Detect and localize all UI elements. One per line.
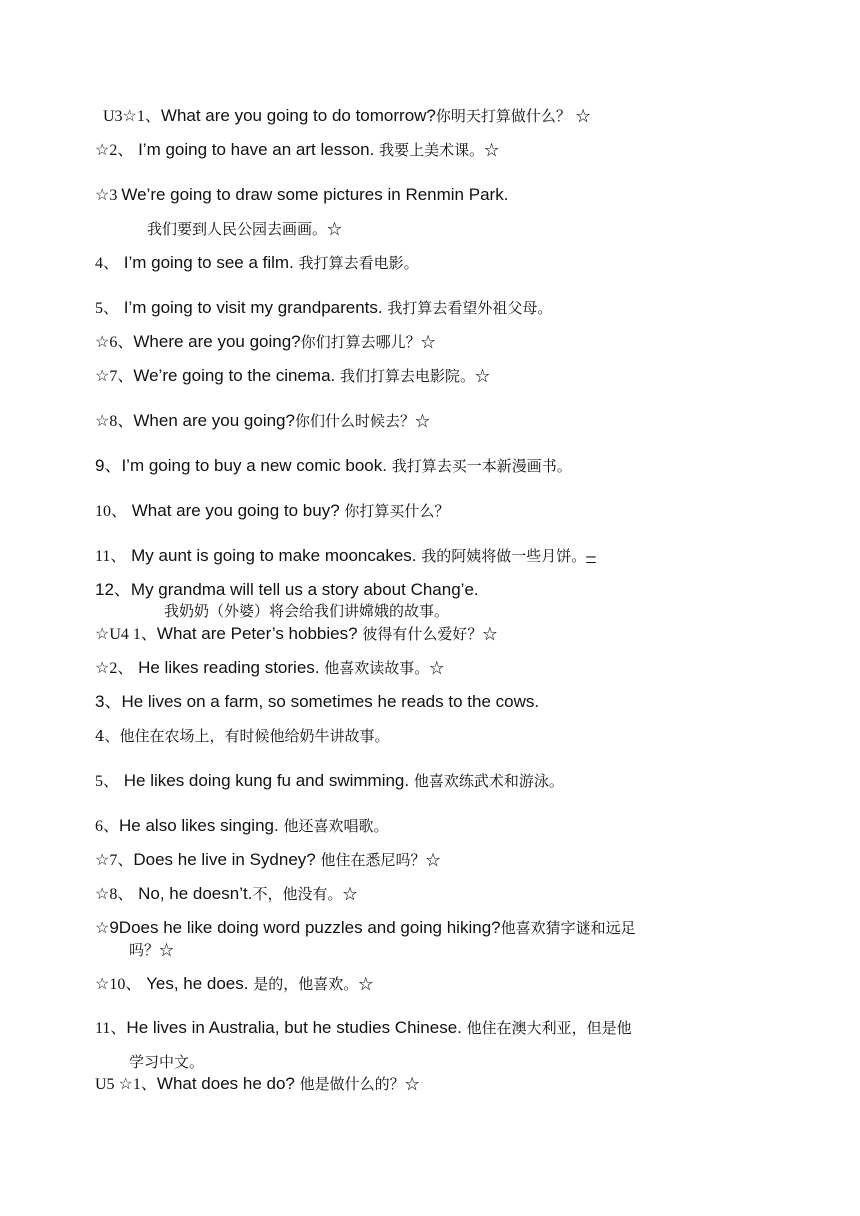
line-prefix: ☆8、 (95, 886, 134, 903)
line-english: He also likes singing. (119, 816, 279, 835)
line-english: When are you going? (133, 411, 295, 430)
line-u4-3 (95, 692, 539, 713)
line-prefix: ☆ (95, 920, 110, 937)
line-9 (95, 456, 572, 477)
line-12 (95, 580, 479, 601)
line-chinese: 我的阿姨将做一些月饼。 (416, 547, 587, 565)
line-prefix: ☆8、 (95, 413, 134, 430)
line-u4-9-wrap (129, 940, 174, 961)
line-prefix: U5 ☆1、 (95, 1076, 157, 1093)
line-english: What are you going to buy? (127, 501, 340, 520)
line-u4-9 (95, 918, 636, 939)
line-english: 9、I’m going to buy a new comic book. (95, 456, 387, 475)
line-english: Where are you going? (133, 332, 301, 351)
line-6 (95, 332, 436, 353)
line-prefix: 6、 (95, 818, 120, 835)
line-7 (95, 366, 490, 387)
line-u4-11 (95, 1018, 632, 1039)
line-chinese: 吗？☆ (129, 941, 175, 959)
line-prefix: U3☆1、 (103, 108, 161, 125)
line-prefix: ☆2、 (95, 660, 134, 677)
line-english: What does he do? (156, 1074, 295, 1093)
trailing-mark: – (586, 546, 596, 565)
line-chinese: 你打算买什么？ (339, 502, 450, 520)
line-english: My aunt is going to make mooncakes. (126, 546, 417, 565)
line-prefix: 10、 (95, 503, 128, 520)
line-english: I’m going to see a film. (119, 253, 294, 272)
line-prefix: ☆3 (95, 187, 122, 204)
line-12-translation (164, 601, 449, 622)
line-11 (95, 546, 596, 567)
line-8 (95, 411, 430, 432)
line-u4-11-wrap (129, 1052, 204, 1073)
line-chinese: 你们什么时候去？☆ (294, 412, 430, 430)
line-english: What are Peter’s hobbies? (156, 624, 358, 643)
line-5 (95, 298, 552, 319)
line-chinese: 不，他没有。☆ (252, 885, 358, 903)
line-chinese: 他住在悉尼吗？☆ (315, 851, 441, 869)
line-prefix: 11、 (95, 1020, 127, 1037)
line-prefix: ☆2、 (95, 142, 134, 159)
line-english: Yes, he does. (141, 974, 249, 993)
line-chinese: 他还喜欢唱歌。 (278, 817, 389, 835)
line-prefix: 5、 (95, 773, 120, 790)
line-chinese: 他住在澳大利亚，但是他 (461, 1019, 632, 1037)
line-chinese: 他是做什么的？☆ (294, 1075, 420, 1093)
line-english: I’m going to have an art lesson. (133, 140, 375, 159)
line-chinese: 我打算去买一本新漫画书。 (386, 457, 572, 475)
line-english: We’re going to the cinema. (133, 366, 336, 385)
line-10 (95, 501, 449, 522)
line-prefix: ☆7、 (95, 368, 134, 385)
line-3-translation (147, 219, 342, 240)
line-english: Does he live in Sydney? (133, 850, 316, 869)
line-2 (95, 140, 499, 161)
line-prefix: 5、 (95, 300, 120, 317)
line-chinese: 你明天打算做什么？ ☆ (435, 107, 591, 125)
line-chinese: 我打算去看电影。 (293, 254, 419, 272)
line-chinese: 我们要到人民公园去画画。☆ (147, 220, 343, 238)
line-u4-1 (95, 624, 497, 645)
line-prefix: ☆U4 1、 (95, 626, 157, 643)
line-english: We’re going to draw some pictures in Renmin Park. (121, 185, 509, 204)
line-english: 12、My grandma will tell us a story about Chang’e. (95, 580, 479, 599)
line-u4-4 (95, 726, 390, 747)
line-english: He likes doing kung fu and swimming. (119, 771, 410, 790)
line-chinese: 我打算去看望外祖父母。 (382, 299, 553, 317)
line-prefix: ☆7、 (95, 852, 134, 869)
line-chinese: 4、他住在农场上，有时候他给奶牛讲故事。 (95, 727, 390, 745)
line-english: I’m going to visit my grandparents. (119, 298, 383, 317)
line-u4-8 (95, 884, 357, 905)
line-chinese: 我们打算去电影院。☆ (335, 367, 491, 385)
line-chinese: 我奶奶（外婆）将会给我们讲嫦娥的故事。 (164, 602, 450, 620)
line-chinese: 彼得有什么爱好？☆ (357, 625, 498, 643)
line-u5-1 (95, 1074, 420, 1095)
line-english: No, he doesn’t. (133, 884, 253, 903)
line-english: He likes reading stories. (133, 658, 320, 677)
line-chinese: 是的，他喜欢。☆ (248, 975, 374, 993)
line-chinese: 学习中文。 (129, 1053, 205, 1071)
line-4 (95, 253, 419, 274)
line-english: What are you going to do tomorrow? (160, 106, 436, 125)
line-u4-7 (95, 850, 441, 871)
line-english: He lives in Australia, but he studies Chinese. (126, 1018, 462, 1037)
line-prefix: ☆6、 (95, 334, 134, 351)
line-chinese: 你们打算去哪儿？☆ (300, 333, 436, 351)
line-chinese: 他喜欢猜字谜和远足 (500, 919, 636, 937)
line-u4-6 (95, 816, 389, 837)
line-prefix: 11、 (95, 548, 127, 565)
line-english: 9Does he like doing word puzzles and going hiking? (109, 918, 501, 937)
line-english: 3、He lives on a farm, so sometimes he reads to the cows. (95, 692, 540, 711)
line-prefix: ☆10、 (95, 976, 142, 993)
line-chinese: 他喜欢读故事。☆ (319, 659, 445, 677)
line-prefix: 4、 (95, 255, 120, 272)
line-3 (95, 185, 508, 206)
line-u4-10 (95, 974, 373, 995)
line-u3-1 (103, 106, 591, 127)
line-u4-2 (95, 658, 444, 679)
line-chinese: 他喜欢练武术和游泳。 (409, 772, 564, 790)
line-chinese: 我要上美术课。☆ (374, 141, 500, 159)
line-u4-5 (95, 771, 564, 792)
